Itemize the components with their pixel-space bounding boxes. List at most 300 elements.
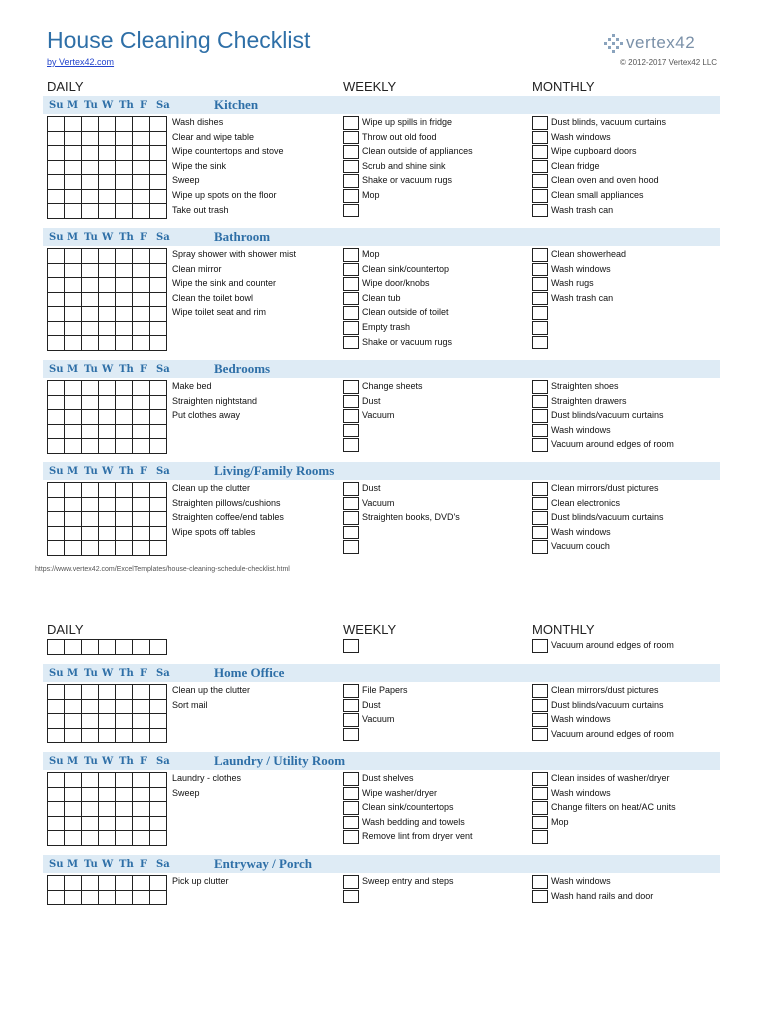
day-checkbox[interactable] <box>133 307 150 322</box>
day-checkbox[interactable] <box>150 175 167 190</box>
day-checkbox[interactable] <box>116 395 133 410</box>
day-checkbox[interactable] <box>82 876 99 891</box>
day-checkbox[interactable] <box>133 802 150 817</box>
monthly-checkbox[interactable] <box>532 639 548 653</box>
day-checkbox[interactable] <box>48 146 65 161</box>
weekly-checkbox[interactable] <box>343 511 359 525</box>
weekly-checkbox[interactable] <box>343 380 359 394</box>
day-checkbox[interactable] <box>99 292 116 307</box>
day-checkbox[interactable] <box>116 381 133 396</box>
day-checkbox[interactable] <box>116 714 133 729</box>
day-checkbox[interactable] <box>82 249 99 264</box>
day-checkbox[interactable] <box>65 787 82 802</box>
weekly-checkbox[interactable] <box>343 482 359 496</box>
day-checkbox[interactable] <box>48 640 65 655</box>
day-checkbox[interactable] <box>133 640 150 655</box>
day-checkbox[interactable] <box>116 175 133 190</box>
day-checkbox[interactable] <box>82 278 99 293</box>
day-checkbox[interactable] <box>82 117 99 132</box>
day-checkbox[interactable] <box>65 321 82 336</box>
day-checkbox[interactable] <box>65 424 82 439</box>
day-checkbox[interactable] <box>65 640 82 655</box>
day-checkbox[interactable] <box>116 787 133 802</box>
day-checkbox[interactable] <box>99 526 116 541</box>
day-checkbox[interactable] <box>99 395 116 410</box>
day-checkbox[interactable] <box>48 876 65 891</box>
day-checkbox[interactable] <box>116 321 133 336</box>
day-checkbox[interactable] <box>116 278 133 293</box>
day-checkbox[interactable] <box>65 541 82 556</box>
day-checkbox[interactable] <box>133 685 150 700</box>
day-checkbox[interactable] <box>82 699 99 714</box>
day-checkbox[interactable] <box>99 876 116 891</box>
day-checkbox[interactable] <box>116 146 133 161</box>
day-checkbox[interactable] <box>99 541 116 556</box>
weekly-checkbox[interactable] <box>343 830 359 844</box>
monthly-checkbox[interactable] <box>532 306 548 320</box>
day-checkbox[interactable] <box>133 497 150 512</box>
day-checkbox[interactable] <box>82 263 99 278</box>
day-checkbox[interactable] <box>65 146 82 161</box>
day-checkbox[interactable] <box>150 541 167 556</box>
day-checkbox[interactable] <box>48 175 65 190</box>
day-checkbox[interactable] <box>82 336 99 351</box>
day-checkbox[interactable] <box>48 189 65 204</box>
day-checkbox[interactable] <box>82 175 99 190</box>
day-checkbox[interactable] <box>150 497 167 512</box>
monthly-checkbox[interactable] <box>532 728 548 742</box>
weekly-checkbox[interactable] <box>343 890 359 904</box>
day-checkbox[interactable] <box>82 439 99 454</box>
day-checkbox[interactable] <box>99 307 116 322</box>
day-checkbox[interactable] <box>99 512 116 527</box>
monthly-checkbox[interactable] <box>532 699 548 713</box>
day-checkbox[interactable] <box>116 307 133 322</box>
day-checkbox[interactable] <box>82 131 99 146</box>
day-checkbox[interactable] <box>48 685 65 700</box>
day-checkbox[interactable] <box>116 728 133 743</box>
monthly-checkbox[interactable] <box>532 380 548 394</box>
day-checkbox[interactable] <box>150 410 167 425</box>
day-checkbox[interactable] <box>82 773 99 788</box>
weekly-checkbox[interactable] <box>343 772 359 786</box>
day-checkbox[interactable] <box>65 802 82 817</box>
weekly-checkbox[interactable] <box>343 321 359 335</box>
day-checkbox[interactable] <box>65 204 82 219</box>
day-checkbox[interactable] <box>150 890 167 905</box>
day-checkbox[interactable] <box>99 321 116 336</box>
day-checkbox[interactable] <box>99 117 116 132</box>
day-checkbox[interactable] <box>133 395 150 410</box>
day-checkbox[interactable] <box>99 640 116 655</box>
day-checkbox[interactable] <box>65 160 82 175</box>
day-checkbox[interactable] <box>150 439 167 454</box>
day-checkbox[interactable] <box>150 321 167 336</box>
day-checkbox[interactable] <box>65 131 82 146</box>
day-checkbox[interactable] <box>48 321 65 336</box>
day-checkbox[interactable] <box>150 699 167 714</box>
day-checkbox[interactable] <box>99 249 116 264</box>
day-checkbox[interactable] <box>133 890 150 905</box>
day-checkbox[interactable] <box>150 189 167 204</box>
day-checkbox[interactable] <box>82 890 99 905</box>
day-checkbox[interactable] <box>65 497 82 512</box>
day-checkbox[interactable] <box>48 204 65 219</box>
day-checkbox[interactable] <box>99 160 116 175</box>
weekly-checkbox[interactable] <box>343 189 359 203</box>
day-checkbox[interactable] <box>48 381 65 396</box>
day-checkbox[interactable] <box>99 483 116 498</box>
day-checkbox[interactable] <box>133 526 150 541</box>
day-checkbox[interactable] <box>65 410 82 425</box>
day-checkbox[interactable] <box>48 512 65 527</box>
day-checkbox[interactable] <box>48 816 65 831</box>
monthly-checkbox[interactable] <box>532 409 548 423</box>
day-checkbox[interactable] <box>99 189 116 204</box>
day-checkbox[interactable] <box>99 714 116 729</box>
day-checkbox[interactable] <box>99 802 116 817</box>
day-checkbox[interactable] <box>133 541 150 556</box>
day-checkbox[interactable] <box>116 876 133 891</box>
monthly-checkbox[interactable] <box>532 160 548 174</box>
day-checkbox[interactable] <box>116 640 133 655</box>
weekly-checkbox[interactable] <box>343 204 359 218</box>
day-checkbox[interactable] <box>99 381 116 396</box>
day-checkbox[interactable] <box>150 526 167 541</box>
weekly-checkbox[interactable] <box>343 699 359 713</box>
day-checkbox[interactable] <box>82 410 99 425</box>
weekly-checkbox[interactable] <box>343 145 359 159</box>
day-checkbox[interactable] <box>82 541 99 556</box>
day-checkbox[interactable] <box>150 802 167 817</box>
day-checkbox[interactable] <box>82 189 99 204</box>
day-checkbox[interactable] <box>150 117 167 132</box>
weekly-checkbox[interactable] <box>343 336 359 350</box>
day-checkbox[interactable] <box>65 439 82 454</box>
day-checkbox[interactable] <box>99 263 116 278</box>
day-checkbox[interactable] <box>65 381 82 396</box>
day-checkbox[interactable] <box>48 541 65 556</box>
day-checkbox[interactable] <box>99 890 116 905</box>
day-checkbox[interactable] <box>48 699 65 714</box>
day-checkbox[interactable] <box>150 381 167 396</box>
monthly-checkbox[interactable] <box>532 511 548 525</box>
day-checkbox[interactable] <box>99 204 116 219</box>
day-checkbox[interactable] <box>99 146 116 161</box>
day-checkbox[interactable] <box>133 292 150 307</box>
day-checkbox[interactable] <box>133 483 150 498</box>
monthly-checkbox[interactable] <box>532 116 548 130</box>
day-checkbox[interactable] <box>150 787 167 802</box>
weekly-checkbox[interactable] <box>343 526 359 540</box>
monthly-checkbox[interactable] <box>532 277 548 291</box>
weekly-checkbox[interactable] <box>343 787 359 801</box>
day-checkbox[interactable] <box>116 699 133 714</box>
day-checkbox[interactable] <box>48 424 65 439</box>
day-checkbox[interactable] <box>99 699 116 714</box>
day-checkbox[interactable] <box>133 249 150 264</box>
monthly-checkbox[interactable] <box>532 145 548 159</box>
day-checkbox[interactable] <box>48 292 65 307</box>
day-checkbox[interactable] <box>48 787 65 802</box>
day-checkbox[interactable] <box>99 175 116 190</box>
monthly-checkbox[interactable] <box>532 263 548 277</box>
weekly-checkbox[interactable] <box>343 639 359 653</box>
day-checkbox[interactable] <box>150 685 167 700</box>
day-checkbox[interactable] <box>99 831 116 846</box>
day-checkbox[interactable] <box>150 146 167 161</box>
day-checkbox[interactable] <box>99 685 116 700</box>
day-checkbox[interactable] <box>116 802 133 817</box>
day-checkbox[interactable] <box>82 526 99 541</box>
weekly-checkbox[interactable] <box>343 160 359 174</box>
day-checkbox[interactable] <box>65 699 82 714</box>
day-checkbox[interactable] <box>99 787 116 802</box>
day-checkbox[interactable] <box>99 728 116 743</box>
day-checkbox[interactable] <box>150 773 167 788</box>
day-checkbox[interactable] <box>48 249 65 264</box>
day-checkbox[interactable] <box>116 541 133 556</box>
monthly-checkbox[interactable] <box>532 438 548 452</box>
day-checkbox[interactable] <box>150 483 167 498</box>
day-checkbox[interactable] <box>150 714 167 729</box>
monthly-checkbox[interactable] <box>532 424 548 438</box>
weekly-checkbox[interactable] <box>343 816 359 830</box>
day-checkbox[interactable] <box>133 410 150 425</box>
day-checkbox[interactable] <box>116 189 133 204</box>
day-checkbox[interactable] <box>48 497 65 512</box>
day-checkbox[interactable] <box>150 816 167 831</box>
weekly-checkbox[interactable] <box>343 424 359 438</box>
day-checkbox[interactable] <box>82 640 99 655</box>
monthly-checkbox[interactable] <box>532 890 548 904</box>
day-checkbox[interactable] <box>65 189 82 204</box>
day-checkbox[interactable] <box>65 483 82 498</box>
day-checkbox[interactable] <box>48 278 65 293</box>
monthly-checkbox[interactable] <box>532 713 548 727</box>
weekly-checkbox[interactable] <box>343 306 359 320</box>
monthly-checkbox[interactable] <box>532 526 548 540</box>
day-checkbox[interactable] <box>116 249 133 264</box>
day-checkbox[interactable] <box>65 175 82 190</box>
day-checkbox[interactable] <box>133 831 150 846</box>
day-checkbox[interactable] <box>150 831 167 846</box>
monthly-checkbox[interactable] <box>532 787 548 801</box>
day-checkbox[interactable] <box>116 497 133 512</box>
weekly-checkbox[interactable] <box>343 497 359 511</box>
day-checkbox[interactable] <box>133 336 150 351</box>
day-checkbox[interactable] <box>116 890 133 905</box>
weekly-checkbox[interactable] <box>343 248 359 262</box>
weekly-checkbox[interactable] <box>343 116 359 130</box>
day-checkbox[interactable] <box>150 292 167 307</box>
day-checkbox[interactable] <box>116 439 133 454</box>
day-checkbox[interactable] <box>82 728 99 743</box>
day-checkbox[interactable] <box>65 714 82 729</box>
day-checkbox[interactable] <box>116 263 133 278</box>
day-checkbox[interactable] <box>48 117 65 132</box>
day-checkbox[interactable] <box>82 204 99 219</box>
day-checkbox[interactable] <box>99 497 116 512</box>
day-checkbox[interactable] <box>48 410 65 425</box>
day-checkbox[interactable] <box>99 816 116 831</box>
day-checkbox[interactable] <box>82 831 99 846</box>
day-checkbox[interactable] <box>48 439 65 454</box>
day-checkbox[interactable] <box>116 131 133 146</box>
monthly-checkbox[interactable] <box>532 336 548 350</box>
monthly-checkbox[interactable] <box>532 321 548 335</box>
day-checkbox[interactable] <box>82 497 99 512</box>
day-checkbox[interactable] <box>48 831 65 846</box>
day-checkbox[interactable] <box>99 439 116 454</box>
monthly-checkbox[interactable] <box>532 482 548 496</box>
monthly-checkbox[interactable] <box>532 772 548 786</box>
day-checkbox[interactable] <box>82 292 99 307</box>
day-checkbox[interactable] <box>82 160 99 175</box>
day-checkbox[interactable] <box>150 512 167 527</box>
day-checkbox[interactable] <box>65 307 82 322</box>
day-checkbox[interactable] <box>48 336 65 351</box>
day-checkbox[interactable] <box>116 773 133 788</box>
day-checkbox[interactable] <box>48 802 65 817</box>
day-checkbox[interactable] <box>48 395 65 410</box>
day-checkbox[interactable] <box>99 773 116 788</box>
monthly-checkbox[interactable] <box>532 816 548 830</box>
day-checkbox[interactable] <box>133 728 150 743</box>
day-checkbox[interactable] <box>133 321 150 336</box>
day-checkbox[interactable] <box>48 728 65 743</box>
day-checkbox[interactable] <box>150 249 167 264</box>
day-checkbox[interactable] <box>116 526 133 541</box>
day-checkbox[interactable] <box>116 410 133 425</box>
day-checkbox[interactable] <box>133 512 150 527</box>
weekly-checkbox[interactable] <box>343 277 359 291</box>
weekly-checkbox[interactable] <box>343 540 359 554</box>
day-checkbox[interactable] <box>133 175 150 190</box>
vertex42-link[interactable]: by Vertex42.com <box>47 57 115 67</box>
day-checkbox[interactable] <box>150 160 167 175</box>
day-checkbox[interactable] <box>82 395 99 410</box>
day-checkbox[interactable] <box>133 876 150 891</box>
day-checkbox[interactable] <box>65 292 82 307</box>
day-checkbox[interactable] <box>65 336 82 351</box>
day-checkbox[interactable] <box>82 512 99 527</box>
day-checkbox[interactable] <box>116 160 133 175</box>
day-checkbox[interactable] <box>133 699 150 714</box>
day-checkbox[interactable] <box>150 336 167 351</box>
day-checkbox[interactable] <box>133 146 150 161</box>
day-checkbox[interactable] <box>65 890 82 905</box>
day-checkbox[interactable] <box>150 395 167 410</box>
weekly-checkbox[interactable] <box>343 684 359 698</box>
day-checkbox[interactable] <box>133 714 150 729</box>
day-checkbox[interactable] <box>133 787 150 802</box>
weekly-checkbox[interactable] <box>343 875 359 889</box>
day-checkbox[interactable] <box>116 831 133 846</box>
day-checkbox[interactable] <box>133 439 150 454</box>
weekly-checkbox[interactable] <box>343 292 359 306</box>
day-checkbox[interactable] <box>82 483 99 498</box>
monthly-checkbox[interactable] <box>532 875 548 889</box>
day-checkbox[interactable] <box>150 131 167 146</box>
day-checkbox[interactable] <box>99 278 116 293</box>
weekly-checkbox[interactable] <box>343 438 359 452</box>
day-checkbox[interactable] <box>116 512 133 527</box>
day-checkbox[interactable] <box>65 249 82 264</box>
day-checkbox[interactable] <box>116 117 133 132</box>
day-checkbox[interactable] <box>82 307 99 322</box>
day-checkbox[interactable] <box>48 131 65 146</box>
day-checkbox[interactable] <box>116 292 133 307</box>
day-checkbox[interactable] <box>133 263 150 278</box>
day-checkbox[interactable] <box>133 204 150 219</box>
monthly-checkbox[interactable] <box>532 174 548 188</box>
day-checkbox[interactable] <box>65 395 82 410</box>
day-checkbox[interactable] <box>133 160 150 175</box>
monthly-checkbox[interactable] <box>532 204 548 218</box>
day-checkbox[interactable] <box>65 512 82 527</box>
day-checkbox[interactable] <box>116 336 133 351</box>
monthly-checkbox[interactable] <box>532 395 548 409</box>
weekly-checkbox[interactable] <box>343 174 359 188</box>
day-checkbox[interactable] <box>82 381 99 396</box>
day-checkbox[interactable] <box>150 640 167 655</box>
day-checkbox[interactable] <box>65 685 82 700</box>
day-checkbox[interactable] <box>65 773 82 788</box>
day-checkbox[interactable] <box>150 263 167 278</box>
day-checkbox[interactable] <box>150 424 167 439</box>
weekly-checkbox[interactable] <box>343 263 359 277</box>
day-checkbox[interactable] <box>65 876 82 891</box>
day-checkbox[interactable] <box>82 146 99 161</box>
day-checkbox[interactable] <box>99 131 116 146</box>
day-checkbox[interactable] <box>65 831 82 846</box>
monthly-checkbox[interactable] <box>532 801 548 815</box>
day-checkbox[interactable] <box>82 714 99 729</box>
day-checkbox[interactable] <box>48 160 65 175</box>
day-checkbox[interactable] <box>82 321 99 336</box>
day-checkbox[interactable] <box>133 381 150 396</box>
monthly-checkbox[interactable] <box>532 540 548 554</box>
day-checkbox[interactable] <box>133 131 150 146</box>
weekly-checkbox[interactable] <box>343 713 359 727</box>
day-checkbox[interactable] <box>116 204 133 219</box>
day-checkbox[interactable] <box>48 714 65 729</box>
day-checkbox[interactable] <box>99 410 116 425</box>
day-checkbox[interactable] <box>48 526 65 541</box>
day-checkbox[interactable] <box>48 483 65 498</box>
monthly-checkbox[interactable] <box>532 684 548 698</box>
day-checkbox[interactable] <box>82 816 99 831</box>
day-checkbox[interactable] <box>133 424 150 439</box>
monthly-checkbox[interactable] <box>532 131 548 145</box>
day-checkbox[interactable] <box>133 117 150 132</box>
day-checkbox[interactable] <box>133 189 150 204</box>
day-checkbox[interactable] <box>150 876 167 891</box>
day-checkbox[interactable] <box>133 278 150 293</box>
weekly-checkbox[interactable] <box>343 801 359 815</box>
day-checkbox[interactable] <box>48 263 65 278</box>
day-checkbox[interactable] <box>65 278 82 293</box>
monthly-checkbox[interactable] <box>532 292 548 306</box>
day-checkbox[interactable] <box>150 204 167 219</box>
day-checkbox[interactable] <box>82 802 99 817</box>
day-checkbox[interactable] <box>82 787 99 802</box>
day-checkbox[interactable] <box>48 773 65 788</box>
day-checkbox[interactable] <box>65 728 82 743</box>
day-checkbox[interactable] <box>65 263 82 278</box>
day-checkbox[interactable] <box>150 278 167 293</box>
